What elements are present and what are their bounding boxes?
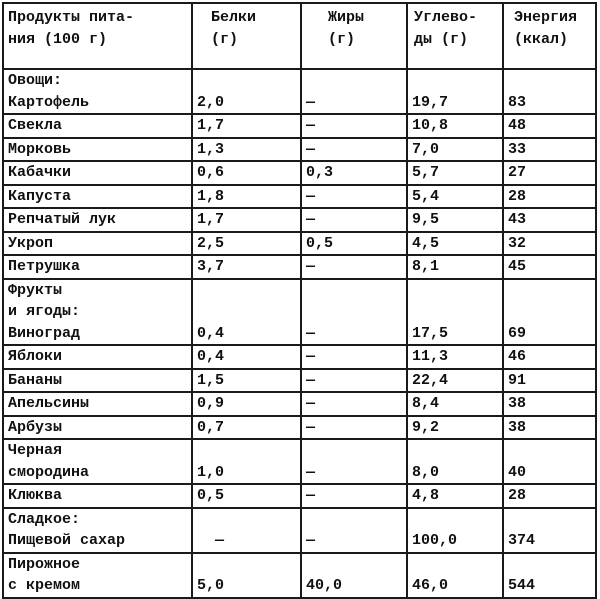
product-name-cell	[3, 392, 192, 416]
carbs-cell: 8,1	[407, 255, 503, 279]
fat-cell: —	[301, 508, 407, 553]
protein-cell: 0,4	[192, 345, 301, 369]
protein-cell: 1,3	[192, 138, 301, 162]
fat-cell: —	[301, 138, 407, 162]
table-row	[3, 416, 596, 440]
table-row	[3, 114, 596, 138]
product-name-cell	[3, 484, 192, 508]
fat-cell: —	[301, 439, 407, 484]
fat-cell: —	[301, 392, 407, 416]
protein-cell: 2,0	[192, 69, 301, 114]
product-name-line: Кабачки	[8, 164, 72, 181]
product-name-cell	[3, 345, 192, 369]
protein-cell: 1,7	[192, 208, 301, 232]
protein-cell: 2,5	[192, 232, 301, 256]
nutrition-table-container	[2, 2, 597, 599]
table-row	[3, 553, 596, 598]
product-name-line: Арбузы	[8, 418, 63, 436]
table-row	[3, 185, 596, 209]
product-name-line: Яблоки	[8, 348, 63, 365]
fat-cell: —	[301, 484, 407, 508]
product-name-line: с кремом	[8, 577, 81, 594]
product-name-cell	[3, 114, 192, 138]
header-protein	[192, 3, 301, 69]
energy-cell: 544	[503, 553, 596, 598]
protein-cell: 1,8	[192, 185, 301, 209]
header-energy-line: Энергия	[514, 9, 578, 26]
table-row	[3, 208, 596, 232]
product-name-line: Пищевой сахар	[8, 532, 126, 549]
energy-cell: 33	[503, 138, 596, 162]
energy-cell: 45	[503, 255, 596, 279]
fat-cell: —	[301, 208, 407, 232]
protein-cell: 0,4	[192, 279, 301, 346]
fat-cell: 40,0	[301, 553, 407, 598]
carbs-cell: 8,4	[407, 392, 503, 416]
carbs-cell: 11,3	[407, 345, 503, 369]
product-name-cell	[3, 553, 192, 598]
product-name-line: Черная	[8, 442, 63, 459]
energy-cell: 46	[503, 345, 596, 369]
protein-cell: 0,7	[192, 416, 301, 440]
energy-cell: 28	[503, 484, 596, 508]
energy-cell: 40	[503, 439, 596, 484]
energy-cell: 91	[503, 369, 596, 393]
protein-cell: 5,0	[192, 553, 301, 598]
header-energy	[503, 3, 596, 69]
header-product-line: Продукты пита-	[8, 9, 135, 26]
carbs-cell: 5,4	[407, 185, 503, 209]
product-name-cell	[3, 508, 192, 553]
product-name-line: Картофель	[8, 93, 90, 111]
header-carbs-line: Углево-	[414, 9, 478, 26]
fat-cell: —	[301, 114, 407, 138]
product-name-line: Укроп	[8, 234, 54, 252]
product-name-line: Морковь	[8, 140, 72, 158]
product-name-line: Фрукты	[8, 281, 63, 299]
energy-cell: 43	[503, 208, 596, 232]
carbs-cell: 7,0	[407, 138, 503, 162]
table-row	[3, 138, 596, 162]
energy-cell: 38	[503, 392, 596, 416]
table-row	[3, 369, 596, 393]
table-row	[3, 439, 596, 484]
table-row	[3, 69, 596, 114]
energy-cell: 32	[503, 232, 596, 256]
carbs-cell: 19,7	[407, 69, 503, 114]
product-name-line: смородина	[8, 463, 90, 481]
protein-cell: 1,0	[192, 439, 301, 484]
product-name-line: Репчатый лук	[8, 211, 117, 228]
carbs-cell: 46,0	[407, 553, 503, 598]
protein-cell: 1,7	[192, 114, 301, 138]
energy-cell: 374	[503, 508, 596, 553]
energy-cell: 69	[503, 279, 596, 346]
fat-cell: —	[301, 345, 407, 369]
table-body	[3, 69, 596, 598]
fat-cell: —	[301, 416, 407, 440]
energy-cell: 27	[503, 161, 596, 185]
product-name-cell	[3, 255, 192, 279]
table-row	[3, 392, 596, 416]
product-name-cell	[3, 208, 192, 232]
header-protein-line: (г)	[211, 31, 239, 48]
carbs-cell: 17,5	[407, 279, 503, 346]
product-name-cell	[3, 369, 192, 393]
product-name-line: Виноград	[8, 324, 81, 342]
product-name-line: Свекла	[8, 117, 63, 134]
energy-cell: 48	[503, 114, 596, 138]
fat-cell: 0,3	[301, 161, 407, 185]
table-row	[3, 508, 596, 553]
header-fat-line: Жиры	[328, 9, 365, 26]
header-fat-line: (г)	[328, 31, 356, 48]
carbs-cell: 22,4	[407, 369, 503, 393]
header-product-line: ния (100 г)	[8, 31, 108, 48]
product-name-cell	[3, 69, 192, 114]
nutrition-table	[2, 2, 597, 599]
table-row	[3, 345, 596, 369]
header-product	[3, 3, 192, 69]
product-name-cell	[3, 279, 192, 346]
protein-cell: 1,5	[192, 369, 301, 393]
energy-cell: 38	[503, 416, 596, 440]
table-header	[3, 3, 596, 69]
energy-cell: 83	[503, 69, 596, 114]
table-row	[3, 279, 596, 346]
carbs-cell: 5,7	[407, 161, 503, 185]
table-row	[3, 484, 596, 508]
table-row	[3, 255, 596, 279]
fat-cell: 0,5	[301, 232, 407, 256]
carbs-cell: 4,8	[407, 484, 503, 508]
product-name-line: Сладкое:	[8, 510, 81, 528]
carbs-cell: 9,2	[407, 416, 503, 440]
fat-cell: —	[301, 255, 407, 279]
product-name-cell	[3, 138, 192, 162]
product-name-line: Клюква	[8, 487, 63, 504]
fat-cell: —	[301, 279, 407, 346]
table-row	[3, 232, 596, 256]
product-name-cell	[3, 161, 192, 185]
carbs-cell: 8,0	[407, 439, 503, 484]
fat-cell: —	[301, 369, 407, 393]
carbs-cell: 4,5	[407, 232, 503, 256]
fat-cell: —	[301, 69, 407, 114]
table-row	[3, 161, 596, 185]
product-name-cell	[3, 232, 192, 256]
product-name-line: Бананы	[8, 371, 63, 389]
product-name-line: и ягоды:	[8, 303, 81, 320]
product-name-line: Петрушка	[8, 258, 81, 275]
carbs-cell: 10,8	[407, 114, 503, 138]
header-protein-line: Белки	[211, 9, 257, 26]
header-fat	[301, 3, 407, 69]
product-name-cell	[3, 185, 192, 209]
header-carbs-line: ды (г)	[414, 31, 469, 48]
carbs-cell: 9,5	[407, 208, 503, 232]
protein-cell: 0,5	[192, 484, 301, 508]
product-name-cell	[3, 416, 192, 440]
protein-cell: 0,6	[192, 161, 301, 185]
product-name-line: Капуста	[8, 187, 72, 205]
header-energy-line: (ккал)	[514, 31, 569, 48]
carbs-cell: 100,0	[407, 508, 503, 553]
header-row	[3, 3, 596, 69]
protein-cell: —	[192, 508, 301, 553]
product-name-line: Пирожное	[8, 555, 81, 573]
protein-cell: 0,9	[192, 392, 301, 416]
energy-cell: 28	[503, 185, 596, 209]
product-name-line: Апельсины	[8, 395, 90, 412]
product-name-cell	[3, 439, 192, 484]
protein-cell: 3,7	[192, 255, 301, 279]
fat-cell: —	[301, 185, 407, 209]
product-name-line: Овощи:	[8, 72, 63, 89]
header-carbs	[407, 3, 503, 69]
